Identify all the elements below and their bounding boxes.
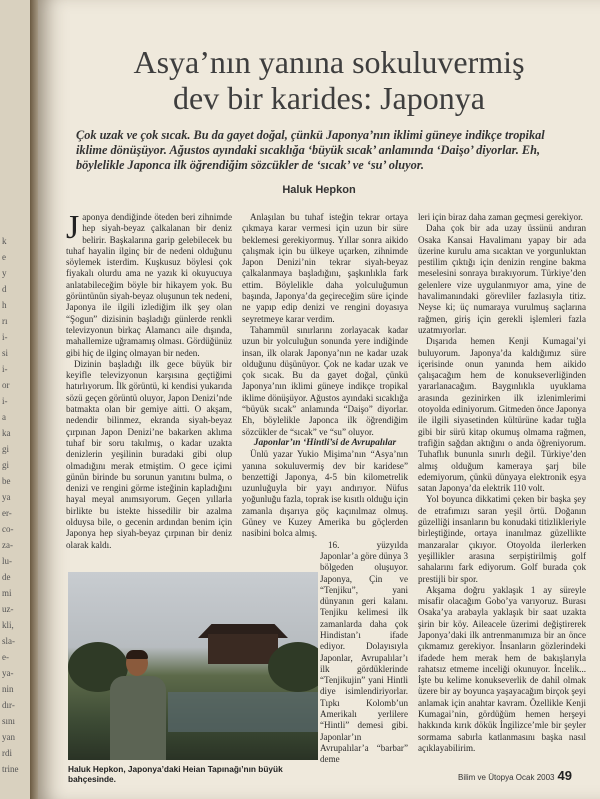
section-subheading: Japonlar’ın ‘Hintli’si de Avrupalılar xyxy=(253,437,397,448)
left-page-text-fragment: er- xyxy=(2,508,12,518)
left-page-text-fragment: ya xyxy=(2,492,11,502)
title-line-2: dev bir karides: Japonya xyxy=(173,80,485,116)
lead-paragraph: Çok uzak ve çok sıcak. Bu da gayet doğal, çünkü Japonya’nın iklimi güneye indikçe tropikal iklime dönüşüyor. Ağustos ayındaki sıcaklığa ‘büyük sıcak’ anlamında ‘Daişo’ diyorlar. Eh, böylelikle Japonca ilk öğrendiğim sözcükler de ‘sıcak’ ve ‘su’ oluyor. xyxy=(76,128,545,172)
column-1-paragraph-1 xyxy=(66,209,232,359)
left-page-text-fragment: y xyxy=(2,268,7,278)
left-page-text-fragment: a xyxy=(2,412,6,422)
left-page-text-fragment: dır- xyxy=(2,700,15,710)
left-page-text-fragment: e- xyxy=(2,652,9,662)
column-3-paragraph-3: Dışarıda hemen Kenji Kumagai’yi buluyorum. Japonya’da kaldığımız süre içerisinde onun yanında hem aikido çalışacağım hem de konukseverliğinden yararlanacağım. Baygınlıkla uyuklama arasında gezinirken ilk izlenimlerimi otoyolda ediniyorum. Gitmeden önce Japonya ile ilgili siyasetinden kültürüne kadar tuğla gibi bir sürü kitap okumuş olmama rağmen, trafiğin sağdan aktığını o anda öğreniyorum. Tuhaflık bununla sınırlı değil. Türkiye’den almış olduğum kameraya şarj bile edemiyorum, çünkü dünyaya elektronik eşya satan Japonya’da elektrik 110 volt. xyxy=(418,336,586,494)
column-3-paragraph-4: Yol boyunca dikkatimi çeken bir başka şey de etrafımızı saran yeşil örtü. Doğanın güzelliği insanların bu konudaki titizlikleriyle birleştiğinde, ortaya inanılmaz güzellikte manzaralar çıkıyor. Otoyolda ilerlerken yeşillikler arasına serpiştirilmiş golf sahalarını fark ediyorum. Golf burada çok prestijli bir spor. xyxy=(418,494,586,584)
left-page-text-fragment: de xyxy=(2,572,11,582)
left-page-text-fragment: gi xyxy=(2,444,10,454)
left-page-text-fragment: i- xyxy=(2,364,8,374)
left-page-text-fragment: za- xyxy=(2,540,13,550)
column-3-paragraph-1: leri için biraz daha zaman geçmesi gerekiyor. xyxy=(418,212,583,222)
left-page-text-fragment: d xyxy=(2,284,7,294)
left-page-text-fragment: i- xyxy=(2,332,8,342)
column-2-paragraph-3: Ünlü yazar Yukio Mişima’nın “Asya’nın yanına sokuluvermiş dev bir karidese” benzettiği Japonya, 4-5 bin kilometrelik uzunluğuyla bir yayı andırıyor. Nüfus yoğunluğu fazla, toprak ise kısıtlı olduğu için zamanla dışarıya göç kaçınılmaz olmuş. Güney ve Kuzey Amerika bu göçlerden nasibini bolca almış. xyxy=(242,449,408,539)
person-figure xyxy=(108,650,168,760)
person-body xyxy=(110,676,166,760)
column-1 xyxy=(66,209,232,592)
column-2-paragraph-1: Anlaşılan bu tuhaf isteğin tekrar ortaya çıkmaya karar vermesi için uzun bir süre beklemesi gerekiyormuş. Yıllar sonra aikido çalışmak için bu ülkeye uçarken, zihnimde Japon Denizi’nin tekrar siyah-beyaz çalkalanmaya başladığını, şaşkınlıkla fark ettim. Böylelikle daha yolculuğumun başında, Japonya’da geçireceğim süre içinde ne yapıp edip denizi ve rengini doyasıya seyretmeye karar verdim. xyxy=(242,212,408,324)
left-page-text-fragment: si xyxy=(2,348,9,358)
left-page-text-fragment: gi xyxy=(2,460,10,470)
left-page-text-fragment: lu- xyxy=(2,556,12,566)
left-page-text-fragment: be xyxy=(2,476,11,486)
photo-caption: Haluk Hepkon, Japonya’daki Heian Tapınağı’nın büyük bahçesinde. xyxy=(68,764,283,784)
column-2-paragraph-2: Tahammül sınırlarını zorlayacak kadar uzun bir yolculuğun sonunda yere indiğinde insan, ilk olarak Japonya’nın ne kadar uzak olduğunu düşünüyor. Çok ne kadar uzak ve çok sıcak. Bu da gayet doğal, çünkü Japonya’nın iklimi güneye indikçe tropikal iklime dönüşüyor. Ağustos ayındaki sıcaklığa “büyük sıcak” anlamında “Daişo” diyorlar. Eh, böylelikle Japonca ilk öğrendiğim sözcükler de “sıcak” ve “su” oluyor. xyxy=(242,324,408,437)
left-page-text-fragment: uz- xyxy=(2,604,14,614)
left-page-text-fragment: ka xyxy=(2,428,11,438)
page-number: 49 xyxy=(557,768,572,783)
tree-shape xyxy=(268,642,318,692)
column-3-paragraph-2: Daha çok bir ada uzay üssünü andıran Osaka Kansai Havalimanı yapay bir ada üzerine kurulu ama sıcaktan ve yorgunluktan pestilim çıktığı için denizin rengine bakma meselesini sonraya bırakıyorum. Türkiye’den gelenlere vize uygulanmıyor ama, yine de havalimanındaki görevliler fazlasıyla titiz. Neyse ki; üç numaraya vurulmuş saçlarına rağmen, giriş için gerekli işlemleri fazla uzatmıyorlar. xyxy=(418,223,586,335)
page-footer xyxy=(458,768,572,783)
left-page-text-fragment: rı xyxy=(2,316,8,326)
left-page-text-fragment: h xyxy=(2,300,7,310)
magazine-page xyxy=(38,0,600,799)
magazine-name: Bilim ve Ütopya Ocak 2003 xyxy=(458,773,555,782)
column-1-paragraph-2: Dizinin başladığı ilk gece büyük bir keyifle televizyonun karşısına geçtiğimi hatırlıyorum. İlk görüntü, ki kendisi yukarıda sözü geçen görüntü oluyor, Japon Denizi’nde batmakta olan bir gemiye aitti. O akşam, nedendir bilinmez, ekranda siyah-beyaz çırpınan Japon Denizi’ne bakarken aklıma tuhaf bir soru takılmış, o kadar uzakta denizlerin yeşilinin buradaki gibi olup olmadığını merak etmiştim. O gece içimi günün birinde bu sorunun yanıtını bulma, o denizi ve rengini görme isteğinin kapladığını hayal meyal anımsıyorum. Geçen yıllarla birlikte bu istekte hissedilir bir azalma olduysa bile, o gecenin ardından benim için Japonya hep siyah-beyaz çırpınan bir deniz olarak kaldı. xyxy=(66,358,232,550)
article-photo xyxy=(68,572,318,760)
left-page-text-fragment: yan xyxy=(2,732,15,742)
left-page-text-fragment: sını xyxy=(2,716,16,726)
left-page-text-fragment: trine xyxy=(2,764,19,774)
author-name: Haluk Hepkon xyxy=(282,184,356,196)
title-line-1: Asya’nın yanına sokuluvermiş xyxy=(133,44,525,80)
left-page-text-fragment: mi xyxy=(2,588,12,598)
drop-cap: J xyxy=(66,209,80,246)
article-title xyxy=(68,44,590,116)
column-2-paragraph-4: 16. yüzyılda Japonlar’a göre dünya 3 bölgeden oluşuyor. Japonya, Çin ve “Tenjiku”, yani dünyanın geri kalanı. Tenjiku kelimesi ilk zamanlarda daha çok Hindistan’ı ifade ediyor. Dolayısıyla Japonlar, Avrupalılar’ı ilk gördüklerinde “Tenjikujin” yani Hintli diye isimlendiriyorlar. Tıpkı Kolomb’un Amerikalı yerlilere “Hintli” demesi gibi. Japonlar’ın Avrupalılar’a “barbar” deme xyxy=(320,539,408,765)
left-page-text-fragment: k xyxy=(2,236,7,246)
left-page-text-fragment: nin xyxy=(2,684,14,694)
left-page-text-fragment: co- xyxy=(2,524,14,534)
column-3-paragraph-5: Akşama doğru yaklaşık 1 ay süreyle misafir olacağım Gobo’ya varıyoruz. Burası Osaka’ya arabayla yaklaşık bir saat uzakta şirin bir köy. Aileacele üzerimi değiştirerek Japonya’daki ilk antrenmanımıza bir an önce çıkmamız gerekiyor. İnsanların gözlerindeki ifadede hem merak hem de bakışlarıyla rahatsız etmeme inceliği okunuyor. İncelik... İşte bu kelime konukseverlik de dahil olmak üzere bir ay boyunca yaşayacağım birçok şeyi anlamak için anahtar kavram. Özellikle Kenji Kumagai’nin, gördüğüm hemen herşeyi hakkında kırık dökük İngilizce’mle bir şeyler sormama sabırla katlanmasını başka nasıl açıklayabilirim. xyxy=(418,584,586,753)
person-hair xyxy=(126,650,148,659)
left-page-text-fragment: kli, xyxy=(2,620,14,630)
left-page-text-fragment: or xyxy=(2,380,10,390)
left-page-text-fragment: ya- xyxy=(2,668,14,678)
left-page-text-fragment: e xyxy=(2,252,6,262)
column-3 xyxy=(418,212,586,782)
pond xyxy=(168,692,318,732)
left-page-text-fragment: sla- xyxy=(2,636,15,646)
left-page-text-fragment: rdi xyxy=(2,748,12,758)
left-page-text-fragment: i- xyxy=(2,396,8,406)
temple-building xyxy=(208,634,278,664)
column-1-paragraph-1-text: aponya dendiğinde öteden beri zihnimde hep siyah-beyaz çalkalanan bir deniz belirir. Başkalarına garip gelebilecek bu tuhaf hayalin ilginç bir de nedeni olduğunu söylemek isterdim. Kuşkusuz böylesi çok fiyakalı olurdu ama ne yazık ki okuyucuya anlatabileceğim böyle bir hikayem yok. Bu görüntünün siyah-beyaz oluşunun tek nedeni, Japonya ile ilgili izlediğim ilk şey olan “Şogun” dizisinin başladığı günlerde renkli televizyonun birkaç Alamancı aile dışında, mahallemize uğramamış olması. Gördüğünüz gibi hiç de ilginç olmayan bir neden. xyxy=(66,212,232,358)
